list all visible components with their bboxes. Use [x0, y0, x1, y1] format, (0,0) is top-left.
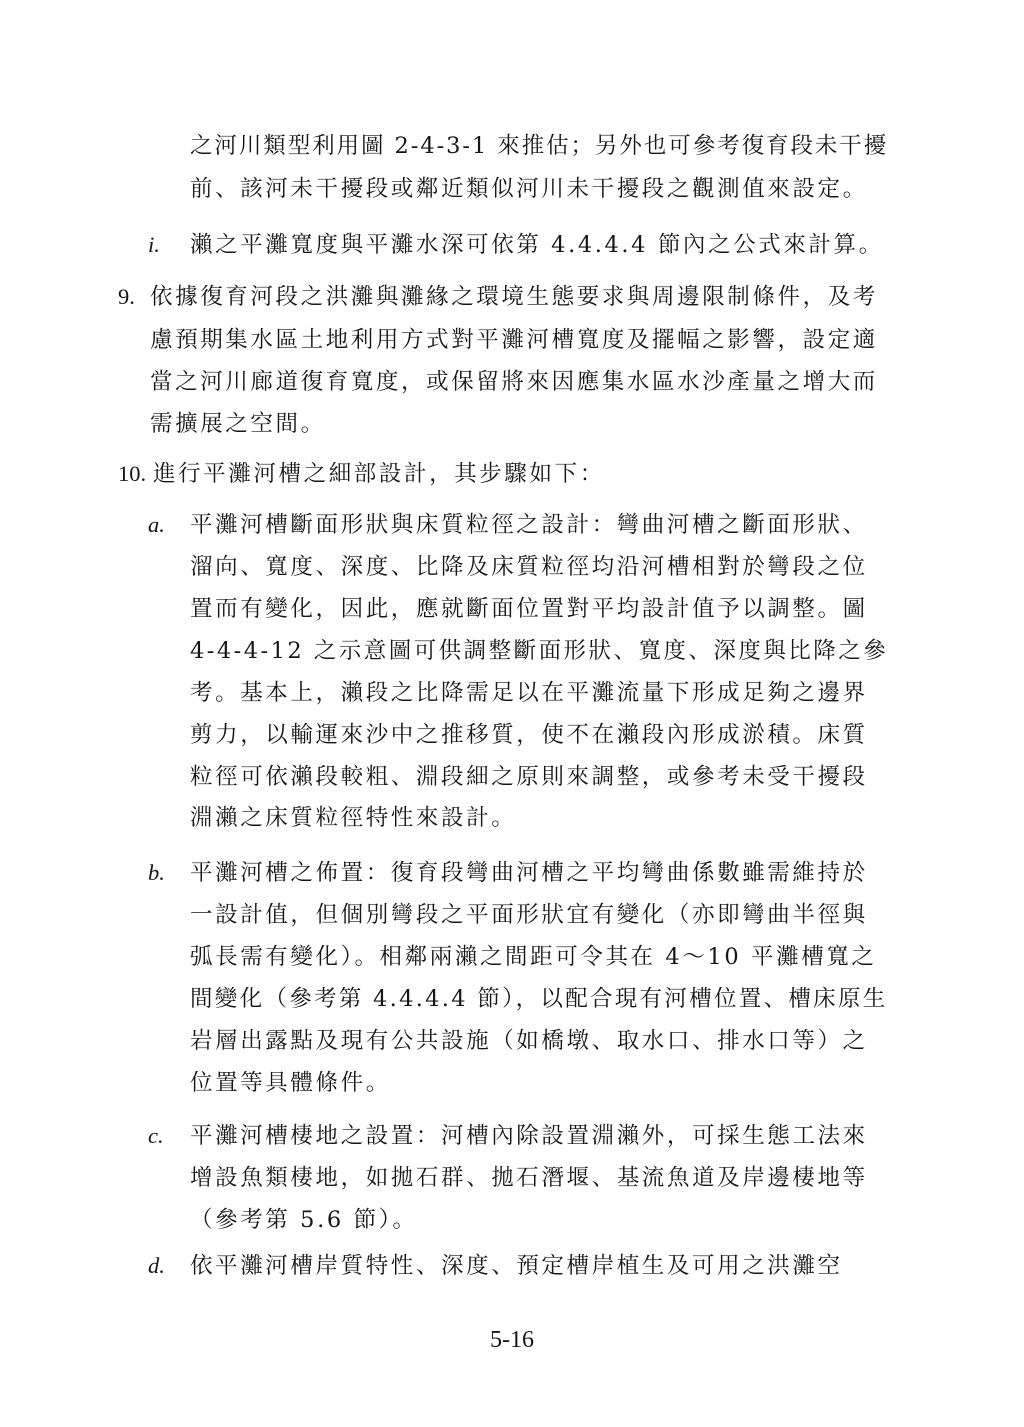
item-b-line: 間變化（參考第 4.4.4.4 節），以配合現有河槽位置、槽床原生: [190, 986, 888, 1012]
intro-line: 前、該河未干擾段或鄰近類似河川未干擾段之觀測值來設定。: [190, 176, 868, 202]
intro-line: 之河川類型利用圖 2-4-3-1 來推估；另外也可參考復育段未干擾: [190, 133, 889, 159]
item-c-line: 增設魚類棲地，如拋石群、拋石潛堰、基流魚道及岸邊棲地等: [190, 1165, 868, 1191]
item-9-line: 需擴展之空間。: [150, 411, 326, 437]
item-label-10: 10.: [118, 461, 147, 486]
item-a-line: 4-4-4-12 之示意圖可供調整斷面形狀、寬度、深度與比降之參: [190, 638, 889, 664]
item-label-a: a.: [148, 512, 165, 537]
item-c-line: （參考第 5.6 節）。: [190, 1207, 418, 1233]
page-number: 5-16: [490, 1327, 534, 1353]
item-9-line: 依據復育河段之洪灘與灘緣之環境生態要求與周邊限制條件，及考: [150, 284, 878, 310]
item-label-9: 9.: [118, 284, 135, 309]
item-d-line: 依平灘河槽岸質特性、深度、預定槽岸植生及可用之洪灘空: [190, 1253, 843, 1279]
item-a-line: 淵瀨之床質粒徑特性來設計。: [190, 805, 517, 831]
item-10-line: 進行平灘河槽之細部設計，其步驟如下：: [153, 461, 605, 487]
item-label-b: b.: [148, 860, 165, 885]
item-b-line: 位置等具體條件。: [190, 1070, 391, 1096]
item-b-line: 岩層出露點及現有公共設施（如橋墩、取水口、排水口等）之: [190, 1028, 868, 1054]
item-i-line: 瀨之平灘寬度與平灘水深可依第 4.4.4.4 節內之公式來計算。: [190, 232, 884, 258]
item-b-line: 平灘河槽之佈置：復育段彎曲河槽之平均彎曲係數雖需維持於: [190, 860, 868, 886]
item-9-line: 慮預期集水區土地利用方式對平灘河槽寬度及擺幅之影響，設定適: [150, 327, 878, 353]
item-a-line: 置而有變化，因此，應就斷面位置對平均設計值予以調整。圖: [190, 596, 868, 622]
item-label-c: c.: [148, 1123, 164, 1148]
item-9-line: 當之河川廊道復育寬度，或保留將來因應集水區水沙產量之增大而: [150, 369, 878, 395]
item-a-line: 考。基本上，瀨段之比降需足以在平灘流量下形成足夠之邊界: [190, 680, 868, 706]
item-c-line: 平灘河槽棲地之設置：河槽內除設置淵瀨外，可採生態工法來: [190, 1123, 868, 1149]
item-a-line: 粒徑可依瀨段較粗、淵段細之原則來調整，或參考未受干擾段: [190, 764, 868, 790]
item-b-line: 弧長需有變化）。相鄰兩瀨之間距可令其在 4～10 平灘槽寬之: [190, 944, 877, 970]
item-a-line: 平灘河槽斷面形狀與床質粒徑之設計：彎曲河槽之斷面形狀、: [190, 512, 868, 538]
item-label-d: d.: [148, 1253, 165, 1278]
item-a-line: 溜向、寬度、深度、比降及床質粒徑均沿河槽相對於彎段之位: [190, 554, 868, 580]
item-a-line: 剪力，以輸運來沙中之推移質，使不在瀨段內形成淤積。床質: [190, 722, 868, 748]
item-b-line: 一設計值，但個別彎段之平面形狀宜有變化（亦即彎曲半徑與: [190, 902, 868, 928]
item-label-i: i.: [148, 232, 160, 257]
